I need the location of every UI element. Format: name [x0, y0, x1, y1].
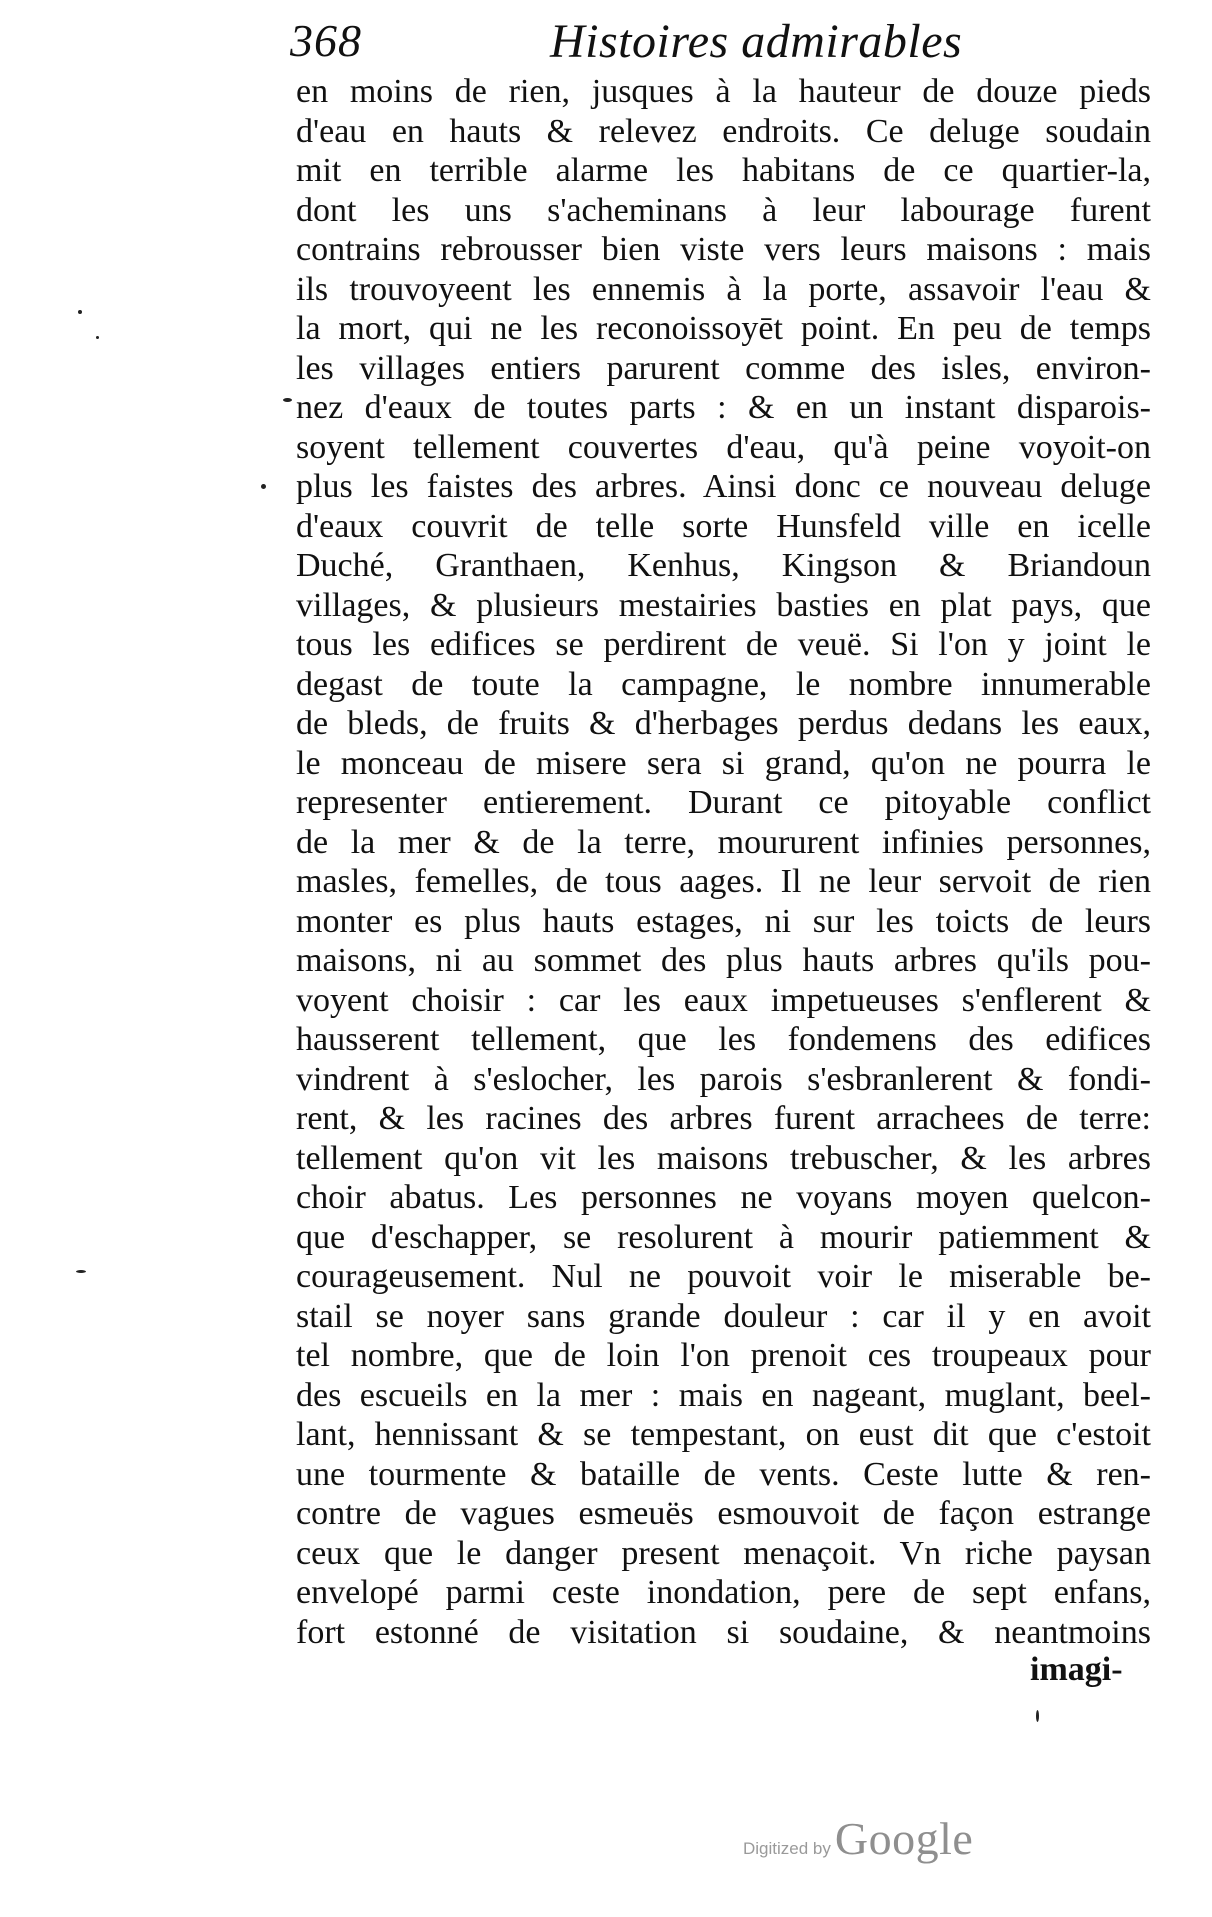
text-line: une tourmente & bataille de vents. Ceste lutte & ren- — [296, 1455, 1151, 1493]
text-line: maisons, ni au sommet des plus hauts arbres qu'ils pou- — [296, 942, 1151, 979]
margin-speck — [76, 1270, 86, 1273]
text-line: stail se noyer sans grande douleur : car il y en avoit — [296, 1297, 1151, 1335]
text-line: voyent choisir : car les eaux impetueuses s'enflerent & — [296, 981, 1151, 1019]
text-line: masles, femelles, de tous aages. Il ne leur servoit de rien — [296, 863, 1151, 900]
text-line: choir abatus. Les personnes ne voyans moyen quelcon- — [296, 1179, 1151, 1216]
margin-speck — [261, 484, 266, 489]
margin-speck — [96, 336, 99, 339]
text-line: plus les faistes des arbres. Ainsi donc ce nouveau deluge — [296, 468, 1151, 505]
text-line: courageusement. Nul ne pouvoit voir le miserable be- — [296, 1258, 1151, 1295]
text-line: hausserent tellement, que les fondemens des edifices — [296, 1021, 1151, 1058]
text-line: fort estonné de visitation si soudaine, & neantmoins — [296, 1613, 1151, 1651]
text-line: contrains rebrousser bien viste vers leurs maisons : mais — [296, 231, 1151, 268]
margin-speck — [78, 310, 82, 314]
text-line: monter es plus hauts estages, ni sur les toicts de leurs — [296, 902, 1151, 940]
text-line: tellement qu'on vit les maisons trebuscher, & les arbres — [296, 1139, 1151, 1177]
text-line: ceux que le danger present menaçoit. Vn riche paysan — [296, 1534, 1151, 1572]
text-line: d'eau en hauts & relevez endroits. Ce deluge soudain — [296, 112, 1151, 150]
text-line: envelopé parmi ceste inondation, pere de sept enfans, — [296, 1574, 1151, 1611]
margin-speck — [1036, 1710, 1039, 1722]
text-line: d'eaux couvrit de telle sorte Hunsfeld ville en icelle — [296, 507, 1151, 545]
text-line: tous les edifices se perdirent de veuë. Si l'on y joint le — [296, 626, 1151, 663]
text-line: mit en terrible alarme les habitans de ce quartier-la, — [296, 152, 1151, 189]
watermark-logo: Google — [834, 1813, 974, 1864]
margin-speck — [283, 398, 292, 402]
page-header — [290, 14, 1170, 74]
text-line: des escueils en la mer : mais en nageant, muglant, beel- — [296, 1376, 1151, 1414]
text-line: que d'eschapper, se resolurent à mourir patiemment & — [296, 1218, 1151, 1256]
page-number: 368 — [290, 15, 362, 66]
text-line: la mort, qui ne les reconoissoyēt point. En peu de temps — [296, 310, 1151, 347]
running-title: Histoires admirables — [550, 15, 963, 68]
text-line: degast de toute la campagne, le nombre innumerable — [296, 665, 1151, 703]
text-line: de la mer & de la terre, moururent infinies personnes, — [296, 823, 1151, 861]
text-line: contre de vagues esmeuës esmouvoit de façon estrange — [296, 1495, 1151, 1532]
text-line: dont les uns s'acheminans à leur labourage furent — [296, 191, 1151, 229]
text-line: vindrent à s'eslocher, les parois s'esbranlerent & fondi- — [296, 1060, 1151, 1098]
digitization-watermark — [743, 1812, 973, 1868]
text-line: soyent tellement couvertes d'eau, qu'à peine voyoit-on — [296, 428, 1151, 466]
catchword: imagi- — [1030, 1651, 1123, 1688]
text-line: representer entierement. Durant ce pitoyable conflict — [296, 784, 1151, 821]
watermark-prefix: Digitized by — [743, 1839, 831, 1858]
text-line: le monceau de misere sera si grand, qu'on ne pourra le — [296, 744, 1151, 782]
text-line: nez d'eaux de toutes parts : & en un instant disparois- — [296, 389, 1151, 426]
text-line: de bleds, de fruits & d'herbages perdus dedans les eaux, — [296, 705, 1151, 742]
text-line: tel nombre, que de loin l'on prenoit ces troupeaux pour — [296, 1337, 1151, 1374]
text-line: rent, & les racines des arbres furent arrachees de terre: — [296, 1100, 1151, 1137]
text-line: en moins de rien, jusques à la hauteur de douze pieds — [296, 73, 1151, 110]
body-text — [296, 72, 1151, 1652]
text-line: lant, hennissant & se tempestant, on eust dit que c'estoit — [296, 1416, 1151, 1453]
text-line: ils trouvoyeent les ennemis à la porte, assavoir l'eau & — [296, 270, 1151, 308]
text-line: les villages entiers parurent comme des isles, environ- — [296, 349, 1151, 387]
text-line: villages, & plusieurs mestairies basties en plat pays, que — [296, 586, 1151, 624]
text-line: Duché, Granthaen, Kenhus, Kingson & Briandoun — [296, 547, 1151, 584]
